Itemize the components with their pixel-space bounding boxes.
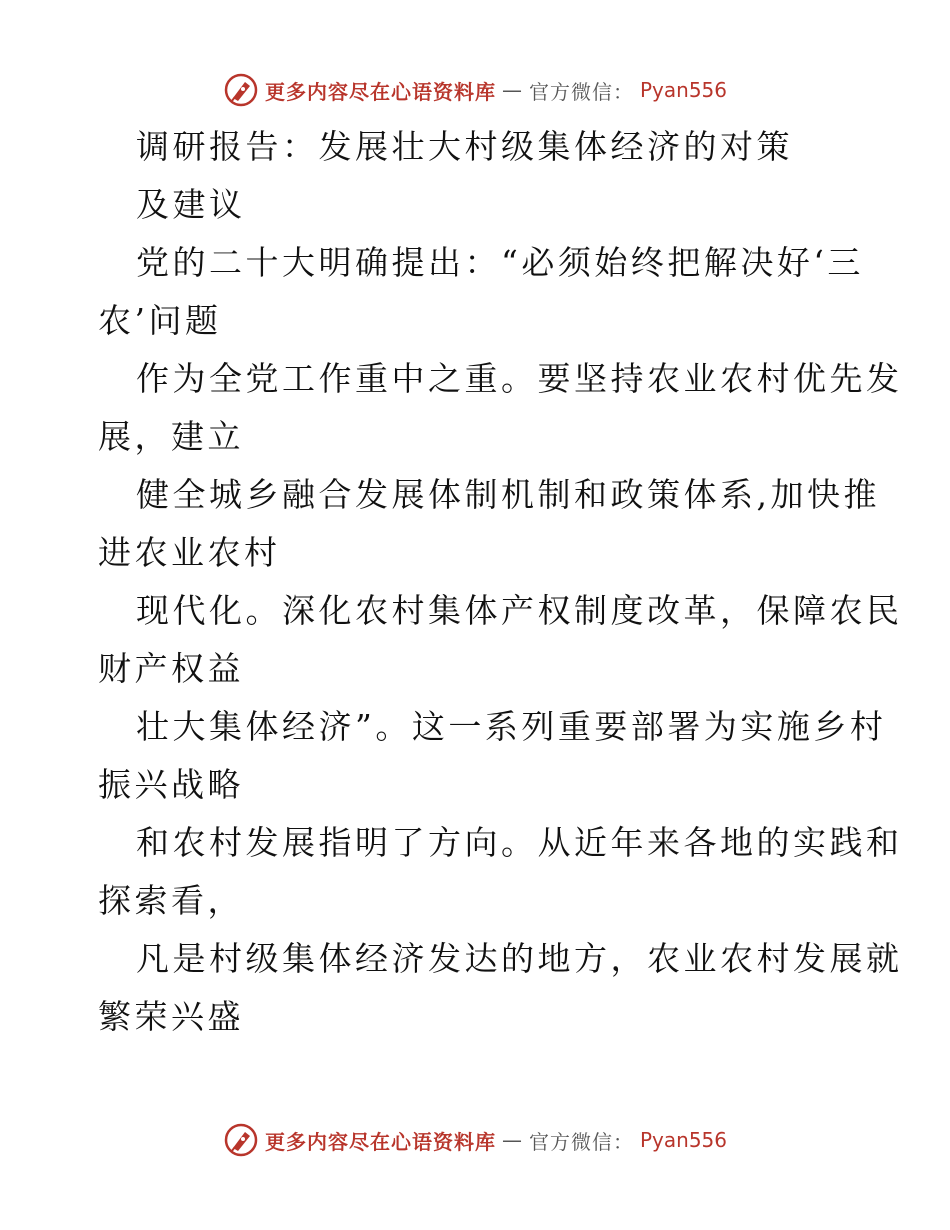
text-line: 农’问题 [98,301,222,340]
watermark-wechat-label: 官方微信： [528,79,634,104]
watermark-brand: 更多内容尽在心语资料库 [264,1129,496,1154]
watermark-wechat-id: Pyan556 [639,78,727,102]
pen-nib-logo-icon [223,1122,259,1158]
watermark-separator: — [501,1128,523,1152]
text-line: 作为全党工作重中之重。要坚持农业农村优先发 [136,359,903,398]
watermark-wechat-id: Pyan556 [639,1128,727,1152]
text-line: 和农村发展指明了方向。从近年来各地的实践和 [136,823,903,862]
text-line: 调研报告：发展壮大村级集体经济的对策 [136,127,793,166]
document-body [98,118,903,1046]
watermark-brand: 更多内容尽在心语资料库 [264,79,496,104]
text-line: 现代化。深化农村集体产权制度改革，保障农民 [136,591,903,630]
text-line: 探索看， [98,881,244,920]
text-line: 及建议 [136,185,246,224]
text-line: 振兴战略 [98,765,244,804]
text-line: 财产权益 [98,649,244,688]
watermark-wechat-label: 官方微信： [528,1129,634,1154]
text-line: 党的二十大明确提出：“必须始终把解决好‘三 [136,243,864,282]
text-line: 繁荣兴盛 [98,997,244,1036]
text-line: 进农业农村 [98,533,281,572]
text-line: 壮大集体经济”。这一系列重要部署为实施乡村 [136,707,887,746]
text-line: 展，建立 [98,417,244,456]
pen-nib-logo-icon [223,72,259,108]
text-line: 健全城乡融合发展体制机制和政策体系,加快推 [136,475,880,514]
footer-watermark [0,1120,950,1160]
text-line: 凡是村级集体经济发达的地方，农业农村发展就 [136,939,903,978]
watermark-separator: — [501,78,523,102]
header-watermark [0,70,950,110]
